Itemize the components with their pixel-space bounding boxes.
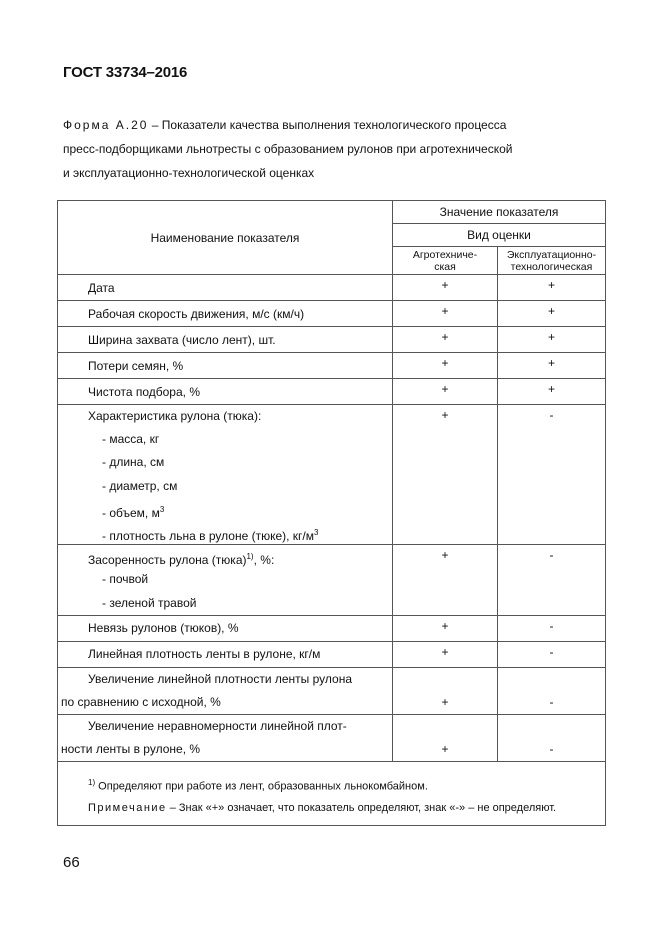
expl-mark: - — [498, 667, 606, 714]
agro-mark: + — [393, 545, 498, 616]
agro-mark: + — [393, 641, 498, 667]
bale-density-text: - плотность льна в рулоне (тюке), кг/м — [102, 528, 314, 543]
agro-mark: + — [393, 301, 498, 327]
footnote-text: Определяют при работе из лент, образованных льнокомбайном. — [95, 781, 428, 794]
form-label: Форма А.20 — [63, 118, 149, 132]
indicator-line: Увеличение неравномерности линейной плот- — [88, 719, 347, 734]
footnote-mark: 1) — [88, 778, 96, 788]
agro-mark: + — [393, 379, 498, 405]
table-row — [58, 615, 606, 641]
expl-mark: + — [498, 275, 606, 301]
table-row — [58, 301, 606, 327]
contamination-name: Засоренность рулона (тюка) — [88, 553, 247, 568]
indicators-table — [57, 200, 606, 826]
table-row — [58, 275, 606, 301]
indicator-name: Невязь рулонов (тюков), % — [58, 615, 393, 641]
caption-line-1 — [63, 113, 603, 137]
contamination-item: - зеленой травой — [102, 595, 197, 610]
cubic-superscript: 3 — [159, 504, 165, 514]
bale-volume-text: - объем, м — [102, 505, 160, 520]
expl-mark: + — [498, 327, 606, 353]
footnote-ref: 1) — [246, 552, 254, 562]
indicator-name: Линейная плотность ленты в рулоне, кг/м — [58, 641, 393, 667]
bale-characteristics — [58, 405, 393, 545]
indicator-name: Потери семян, % — [58, 353, 393, 379]
footnote — [58, 772, 605, 798]
page-number: 66 — [63, 854, 80, 871]
caption-text-1: Показатели качества выполнения технологического процесса — [161, 118, 507, 132]
agro-mark: + — [393, 353, 498, 379]
agro-mark: + — [393, 275, 498, 301]
cubic-superscript: 3 — [314, 527, 319, 537]
agro-mark: + — [393, 715, 498, 762]
caption-dash: – — [148, 118, 162, 132]
indicator-name: Ширина захвата (число лент), шт. — [58, 327, 393, 353]
header-expl-line-2: технологическая — [510, 260, 593, 273]
expl-mark: - — [498, 641, 606, 667]
header-agro-line-2: ская — [434, 260, 456, 273]
header-expl-line-1: Эксплуатационно- — [506, 248, 597, 261]
bale-item: - масса, кг — [102, 432, 160, 447]
expl-mark: - — [498, 405, 606, 545]
bale-title: Характеристика рулона (тюка): — [88, 409, 262, 423]
header-indicator-name: Наименование показателя — [58, 201, 393, 275]
table-row-contamination — [58, 545, 606, 616]
table-row-unevenness — [58, 715, 606, 762]
footnotes — [58, 762, 606, 826]
expl-mark: + — [498, 379, 606, 405]
indicator-line: ности ленты в рулоне, % — [61, 742, 201, 757]
expl-mark: + — [498, 301, 606, 327]
expl-mark: - — [498, 715, 606, 762]
indicator-name: Чистота подбора, % — [58, 379, 393, 405]
indicator-line: Увеличение линейной плотности ленты рулона — [88, 671, 352, 686]
indicator-name: Дата — [58, 275, 393, 301]
form-caption — [63, 113, 603, 185]
agro-mark: + — [393, 667, 498, 714]
bale-item-density — [58, 521, 392, 544]
contamination — [58, 545, 393, 616]
contamination-title — [58, 545, 392, 568]
agro-mark: + — [393, 405, 498, 545]
table-row — [58, 641, 606, 667]
note-text: – Знак «+» означает, что показатель определяют, знак «-» – не определяют. — [166, 802, 557, 815]
expl-mark: + — [498, 353, 606, 379]
contamination-item: - почвой — [102, 572, 149, 587]
caption-line-2: пресс-подборщиками льнотресты с образованием рулонов при агротехнической — [63, 142, 513, 156]
header-indicator-value: Значение показателя — [393, 201, 606, 224]
table-footer — [58, 762, 606, 826]
expl-mark: - — [498, 615, 606, 641]
agro-mark: + — [393, 615, 498, 641]
indicator-name: Рабочая скорость движения, м/с (км/ч) — [58, 301, 393, 327]
unevenness — [58, 715, 393, 762]
bale-item: - диаметр, см — [102, 478, 178, 493]
agro-mark: + — [393, 327, 498, 353]
expl-mark: - — [498, 545, 606, 616]
header-agro-line-1: Агротехниче- — [412, 248, 478, 261]
table-row-density-increase — [58, 667, 606, 714]
header-assessment-kind: Вид оценки — [393, 224, 606, 247]
density-increase — [58, 667, 393, 714]
table-row — [58, 379, 606, 405]
table-row — [58, 353, 606, 379]
indicator-line: по сравнению с исходной, % — [61, 694, 221, 709]
standard-designation: ГОСТ 33734–2016 — [63, 64, 188, 81]
note-label: Примечание — [88, 802, 167, 815]
contamination-suffix: , %: — [253, 553, 275, 568]
bale-item: - длина, см — [102, 455, 165, 470]
table-note — [58, 798, 605, 819]
header-operational — [498, 247, 606, 275]
header-agrotechnical — [393, 247, 498, 275]
caption-line-3: и эксплуатационно-технологической оценках — [63, 166, 315, 180]
table-row-bale — [58, 405, 606, 545]
table-row — [58, 327, 606, 353]
bale-item-volume — [58, 498, 392, 521]
